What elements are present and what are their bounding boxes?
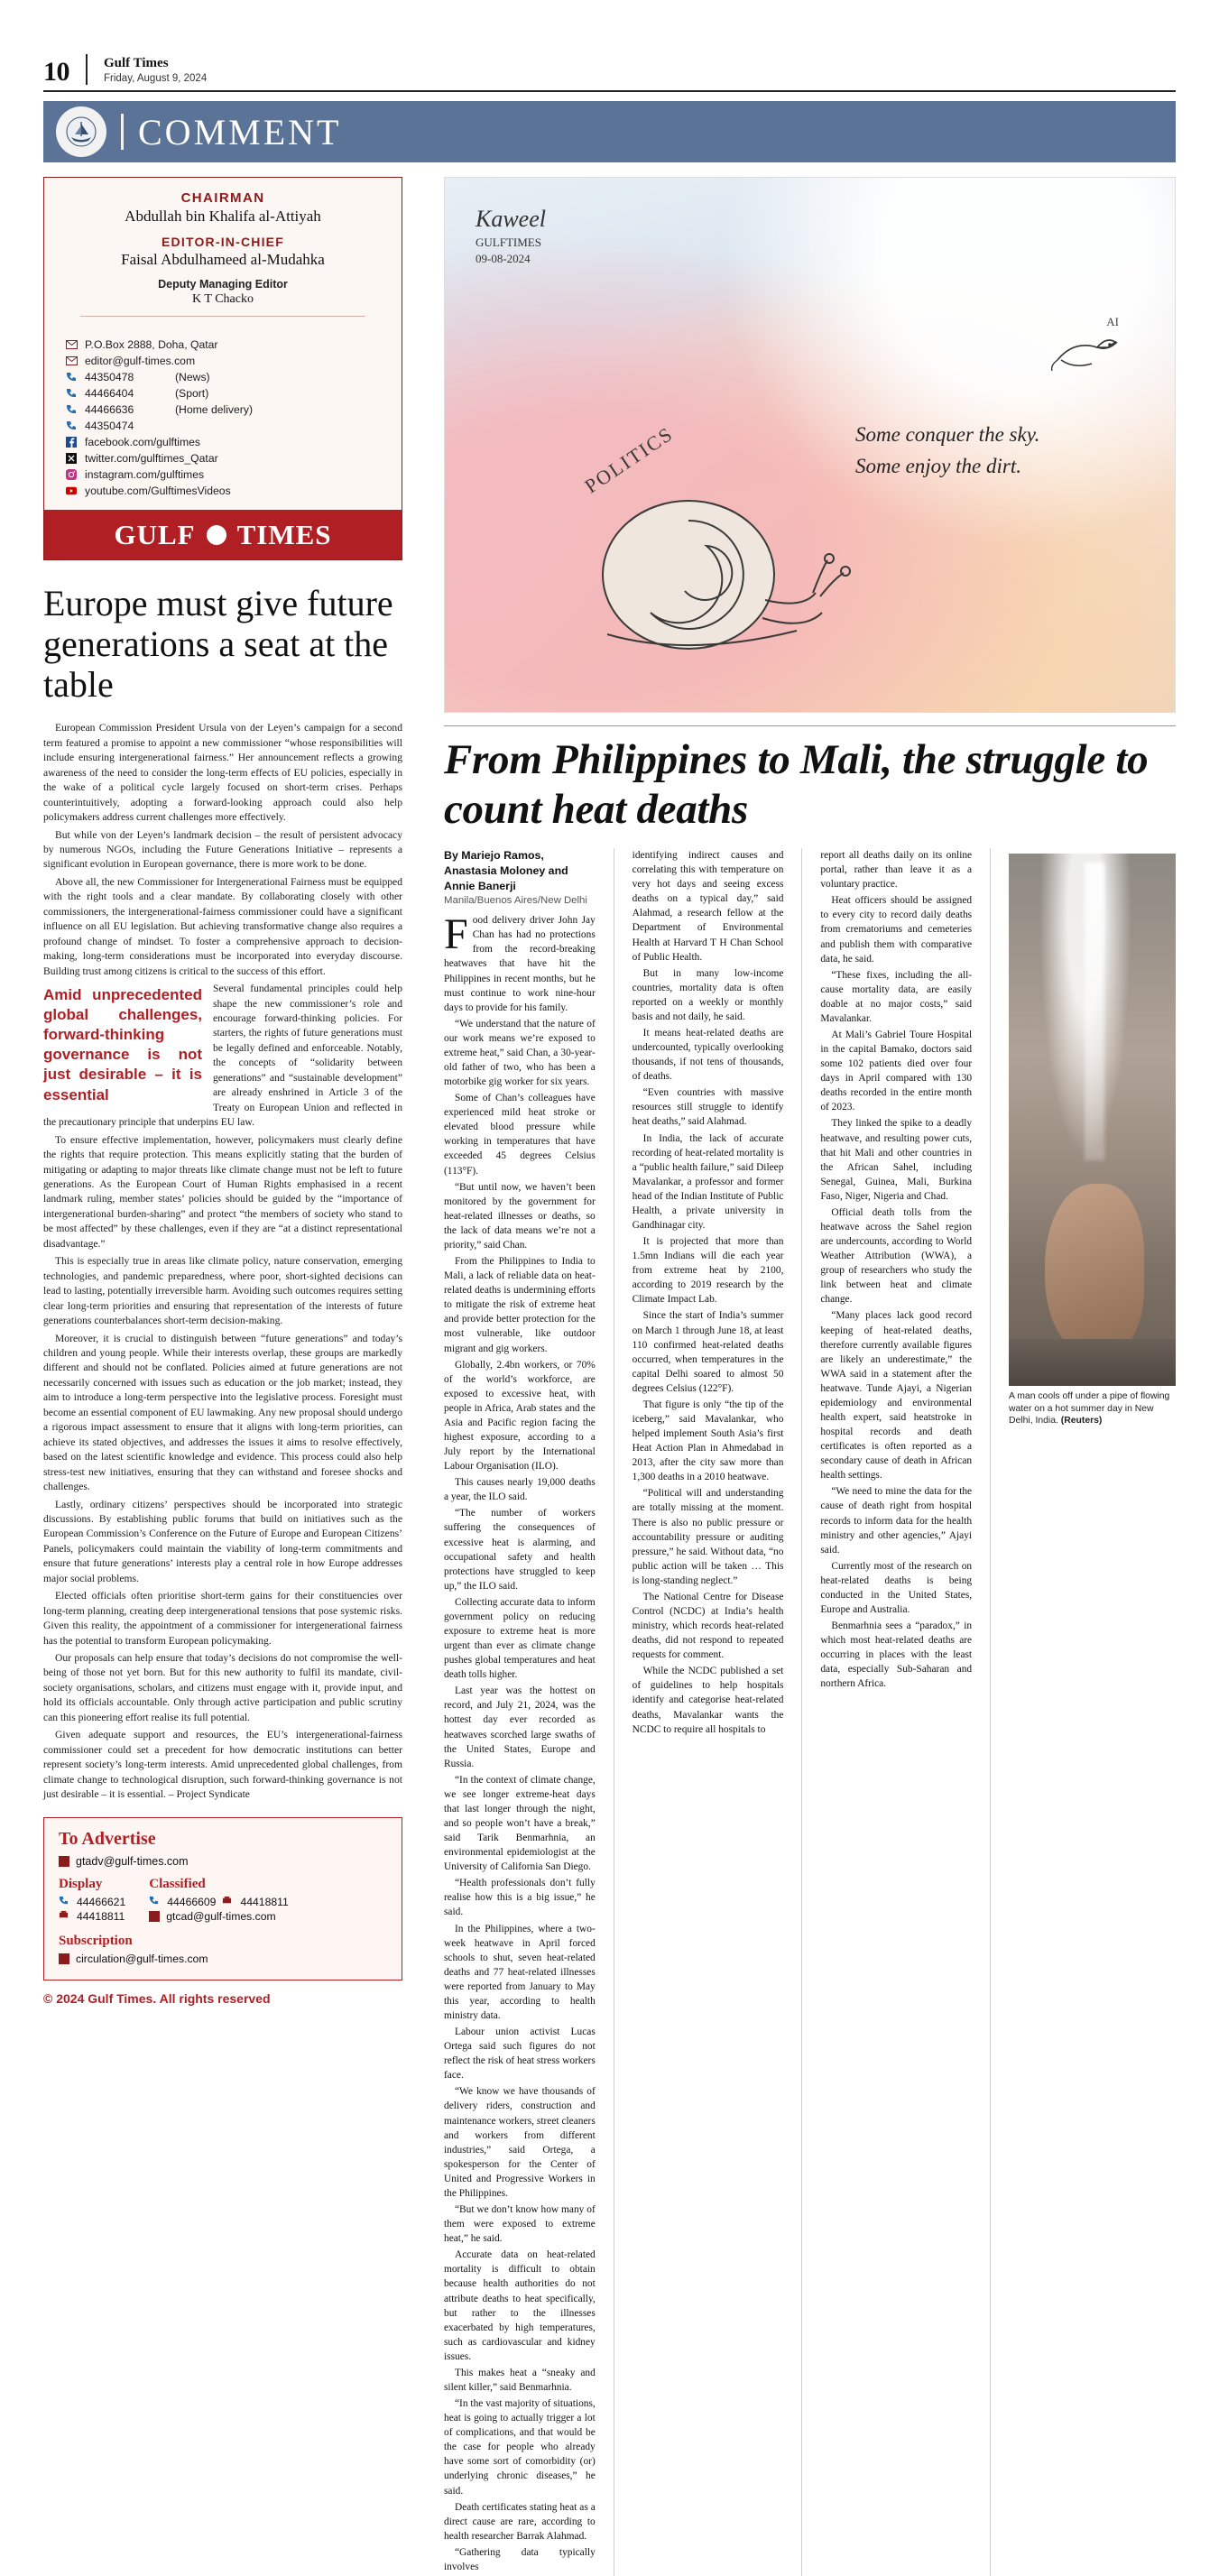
phone-icon xyxy=(149,1896,161,1907)
story-paragraph: “Gathering data typically involves xyxy=(444,2546,596,2572)
bird-icon xyxy=(1039,313,1139,385)
story-paragraph: Death certificates stating heat as a direct cause are rare, according to health researcher Barrak Alahmad. xyxy=(444,2501,596,2542)
story-paragraph: While the NCDC published a set of guidelines to help hospitals identify and categorise heat-related deaths, Mavalankar wants the NCDC to require all hospitals to xyxy=(632,1666,784,1735)
story-paragraph: Benmarhnia sees a “paradox,” in which most heat-related deaths are occurring in places with the least data, especially Sub-Saharan and northern Africa. xyxy=(820,1620,973,1690)
staff-box xyxy=(43,177,402,331)
phone-number: 44350474 xyxy=(85,420,134,432)
photo-person xyxy=(1045,1184,1144,1355)
story-paragraph: In India, the lack of accurate recording of heat-related mortality is a “public health failure,” said Dileep Mavalankar, a professor and former head of the Indian Institute of Public Health, a private university in Gandhinagar city. xyxy=(632,1132,784,1231)
editorial-paragraph: But while von der Leyen’s landmark decision – the result of persistent advocacy by numerous NGOs, including the Future Generations Initiative – represents a significant evolution in European governance, there is more work to be done. xyxy=(43,828,402,871)
story-paragraph: Food delivery driver John Jay Chan has had no protections from the record-breaking heatwaves that have hit the Philippines in recent months, but he must continue to work nine-hour days to provide for his family. xyxy=(444,910,596,1013)
page-masthead xyxy=(43,54,1176,86)
editorial-cartoon xyxy=(444,177,1176,713)
column-rule xyxy=(801,848,802,2576)
story-paragraph: Heat officers should be assigned to every city to record daily deaths from crematoriums and cemeteries and publish them with comparative data, he said. xyxy=(820,895,973,965)
story-paragraph: The National Centre for Disease Control (NCDC) at India’s health ministry, which records heat-related deaths, did not respond to repeated requests for comment. xyxy=(632,1591,784,1661)
story-paragraph: Since the start of India’s summer on March 1 through June 18, at least 110 confirmed heat-related deaths occurred, when temperatures in the capital Delhi soared to almost 50 degrees Celsius (122°F). xyxy=(632,1310,784,1394)
editor-label: EDITOR-IN-CHIEF xyxy=(162,235,284,249)
phone-number: 44350478 xyxy=(85,371,134,383)
story-paragraph: This causes nearly 19,000 deaths a year, the ILO said. xyxy=(444,1477,596,1503)
advertise-title: To Advertise xyxy=(59,1828,156,1849)
header-rule xyxy=(43,90,1176,92)
contact-twitter[interactable] xyxy=(66,452,402,465)
contact-instagram[interactable] xyxy=(66,468,402,481)
story-divider xyxy=(444,725,1176,726)
subscription-email-row[interactable] xyxy=(59,1953,387,1965)
mail-icon xyxy=(149,1911,160,1922)
cartoon-ai-label: AI xyxy=(1106,315,1119,328)
story-headline: From Philippines to Mali, the struggle to count heat deaths xyxy=(444,736,1149,833)
contact-text: instagram.com/gulftimes xyxy=(85,468,205,481)
chairman-name: Abdullah bin Khalifa al-Attiyah xyxy=(125,208,321,225)
cartoon-caption-line2: Some enjoy the dirt. xyxy=(855,454,1021,477)
story-paragraph: Labour union activist Lucas Ortega said such figures do not reflect the risk of heat stress workers face. xyxy=(444,2027,596,2082)
photo-credit: (Reuters) xyxy=(1060,1416,1103,1426)
subscription-email: circulation@gulf-times.com xyxy=(76,1952,208,1965)
phone-icon xyxy=(66,388,78,400)
story-dateline: Manila/Buenos Aires/New Delhi xyxy=(444,895,587,907)
phone-number: 44466404 xyxy=(85,387,134,400)
contact-text: facebook.com/gulftimes xyxy=(85,436,201,448)
chairman-label: CHAIRMAN xyxy=(180,190,265,206)
display-phone: 44466621 xyxy=(77,1895,126,1908)
display-phone-row[interactable] xyxy=(59,1910,125,1923)
story-column-3 xyxy=(820,848,972,2576)
story-paragraph: “We understand that the nature of our work means we’re exposed to extreme heat,” said Chan, a 30-year-old father of two, who has been a motorbike gig worker for six years. xyxy=(444,1018,596,1088)
editorial-paragraph: This is especially true in areas like climate policy, nature conservation, emerging technologies, and pandemic preparedness, where poor, short-sighted decisions can lead to lasting, potentially irreversible harm. Avoiding such outcomes requires setting clear long-term priorities and ensuring that representation of the interests of future generations counterbalances short-term decision-making. xyxy=(43,1255,402,1327)
editorial-paragraph: Given adequate support and resources, the EU’s intergenerational-fairness commissioner could set a precedent for how democratic institutions can better represent society’s long-term interests. Amid unprecedented global challenges, from climate change to technological disruption, such forward-thinking governance is not just desirable – it is essential. – Project Syndicate xyxy=(43,1729,402,1801)
story-paragraph: “We need to mine the data for the cause of death right from hospital records to inform data for the health ministry and other agencies,” Ajayi said. xyxy=(820,1486,973,1556)
contact-youtube[interactable] xyxy=(66,485,402,497)
youtube-icon xyxy=(66,485,78,497)
story-paragraph: “But until now, we haven’t been monitored by the government for heat-related illnesses or deaths, so the lack of data means we’re not a priority,” said Chan. xyxy=(444,1181,596,1251)
editor-name: Faisal Abdulhameed al-Mudahka xyxy=(121,251,325,268)
editorial-headline: Europe must give future generations a seat at the table xyxy=(43,583,393,705)
banner-divider xyxy=(121,114,124,150)
contact-phone-home-delivery[interactable] xyxy=(66,403,402,416)
photo-ground xyxy=(1009,1339,1176,1386)
cartoon-caption-line1: Some conquer the sky. xyxy=(855,423,1040,446)
story-paragraph: report all deaths daily on its online portal, rather than leave it as a voluntary practice. xyxy=(820,850,973,891)
contact-text: P.O.Box 2888, Doha, Qatar xyxy=(85,338,218,351)
story-paragraph: This makes heat a “sneaky and silent killer,” said Benmarhnia. xyxy=(444,2367,596,2393)
story-paragraph: identifying indirect causes and correlating this with temperature on very hot days and seeing excess deaths on a typical day,” said Alahmad, a research fellow at the Department of Environmental Health at Harvard T H Chan School of Public Health. xyxy=(632,850,784,963)
story-paragraph: “We know we have thousands of delivery riders, construction and maintenance workers, street cleaners and workers from different industries,” said Ortega, a spokesperson for the Center of United and Progressive Workers in the Philippines. xyxy=(444,2086,596,2199)
fax-icon xyxy=(222,1896,234,1907)
classified-email-row[interactable] xyxy=(149,1910,289,1923)
phone-icon xyxy=(66,420,78,432)
subscription-label: Subscription xyxy=(59,1933,133,1948)
advertise-box xyxy=(43,1817,402,1980)
story-paragraph: That figure is only “the tip of the iceberg,” said Mavalankar, who helped implement South Asia’s first Heat Action Plan in Ahmedabad in 2013, after the city saw more than 1,300 deaths in a 2010 heatwave. xyxy=(632,1399,784,1483)
story-paragraph: Accurate data on heat-related mortality is difficult to obtain because health authorities do not attribute deaths to heat specifically, but rather to the illnesses exacerbated by high temperatures, such as cardiovascular and kidney issues. xyxy=(444,2249,596,2362)
masthead-divider xyxy=(86,54,88,85)
phone-icon xyxy=(66,372,78,383)
editorial-paragraph: European Commission President Ursula von der Leyen’s campaign for a second term featured a promise to appoint a new commissioner “whose responsibilities will include ensuring intergenerational fairness.” Her announcement reflects a growing awareness of the need to consider the long-term effects of EU policies, especially in the wake of a political cycle largely focused on short-term crises. Perhaps counterintuitively, adopting a forward-looking approach could also help policymakers address current challenges more effectively. xyxy=(43,722,402,824)
editorial-paragraph: Above all, the new Commissioner for Intergenerational Fairness must be equipped with the right tools and a clear mandate. By collaborating closely with other commissioners, the intergenerational-fairness commissioner could have a significant influence on all EU legislation. But achieving transformative change also requires a profound change of mindset. To foster a comprehensive approach to decision-making, long-term considerations must be incorporated into everyday discourse. Building trust among citizens is critical to the success of this effort. xyxy=(43,875,402,977)
logo-globe-icon xyxy=(207,525,226,545)
editorial-paragraph: Our proposals can help ensure that today’s decisions do not compromise the well-being of those not yet born. But for this new authority to fulfil its mandate, civil-society organisations, scholars, and citizens must engage with it, provide input, and hold its officials accountable. Only through active participation and public scrutiny can this pioneering effort realise its full potential. xyxy=(43,1652,402,1723)
photo-caption-text: A man cools off under a pipe of flowing water on a hot summer day in New Delhi, India. xyxy=(1009,1391,1170,1426)
contact-phone-extra[interactable] xyxy=(66,420,402,432)
cartoon-date-mark: 09-08-2024 xyxy=(476,251,531,265)
story-photo-column xyxy=(1009,848,1176,2576)
deputy-label: Deputy Managing Editor xyxy=(158,278,288,291)
advertise-display-block xyxy=(59,1877,125,1925)
contact-phone-news[interactable] xyxy=(66,371,402,383)
story-paragraph: But in many low-income countries, mortality data is often reported on a weekly or monthly basis and not daily, he said. xyxy=(632,967,784,1022)
display-phone: 44418811 xyxy=(77,1909,125,1923)
editorial-paragraph: Several fundamental principles could help shape the new commissioner’s role and encourage forward-thinking policies. For starters, the rights of future generations must be legally defined and enforceable. Notably, the concepts of “solidarity between generations” and “sustainable development” are already enshrined in Article 3 of the Treaty on European Union and reflected in the precautionary principle that underpins EU law. xyxy=(43,983,402,1129)
story-paragraph: They linked the spike to a deadly heatwave, and resulting power cuts, that hit Mali and other countries in the African Sahel, including Senegal, Guinea, Mali, Burkina Faso, Niger, Nigeria and Chad. xyxy=(820,1118,973,1202)
copyright-notice: © 2024 Gulf Times. All rights reserved xyxy=(43,1990,271,2006)
contact-text: youtube.com/GulftimesVideos xyxy=(85,485,231,497)
story-paragraph: “Health professionals don’t fully realise how this is a big issue,” he said. xyxy=(444,1878,596,1918)
page-number: 10 xyxy=(43,57,69,87)
photo-caption xyxy=(1009,1390,1176,1427)
facebook-icon xyxy=(66,437,78,448)
story-column-2 xyxy=(633,848,784,2576)
left-column xyxy=(43,177,402,2006)
story-paragraph: It is projected that more than 1.5mn Indians will die each year from extreme heat by 2100, according to 2019 research by the Climate Impact Lab. xyxy=(632,1236,784,1306)
cartoon-caption xyxy=(855,420,1153,482)
cartoon-paper-mark: GULFTIMES xyxy=(476,235,541,250)
story-paragraph: Collecting accurate data to inform government policy on reducing exposure to extreme heat is more urgent than ever as climate change pushes global temperatures and heat death tolls higher. xyxy=(444,1596,596,1681)
story-paragraph: It means heat-related deaths are undercounted, typically overlooking thousands, if not tens of thousands, of deaths. xyxy=(632,1027,784,1083)
editorial-body xyxy=(43,721,402,1802)
classified-email: gtcad@gulf-times.com xyxy=(166,1909,276,1923)
story-byline: By Mariejo Ramos, Anastasia Moloney and Annie Banerji xyxy=(444,849,568,892)
editorial-paragraph: Moreover, it is crucial to distinguish between “future generations” and today’s children and young people. While their interests overlap, these groups are markedly different and should not be conflated. Policies aimed at future generations are not necessarily concerned with issues such as education or the job market; instead, they aim to introduce a long-term perspective into the legislative process. Foresight must become an essential component of EU lawmaking. Any new proposal should undergo a rigorous impact assessment to ensure that it aligns with long-term priorities, can achieve its stated objectives, and addresses the issues it aims to resolve effectively, based on the latest scientific knowledge and evidence. This process could also help stress-test new initiatives, ensuring that they can withstand and foresee shocks and challenges. xyxy=(43,1332,402,1493)
story-paragraph: Globally, 2.4bn workers, or 70% of the world’s workforce, are exposed to excessive heat, with people in Africa, Arab states and the Asia and Pacific region facing the highest exposure, according to a July report by the International Labour Organisation (ILO). xyxy=(444,1359,596,1473)
gulf-times-logo xyxy=(43,510,402,560)
story-paragraph: “These fixes, including the all-cause mortality data, are easily doable at no major costs,” said Mavalankar. xyxy=(820,969,973,1024)
mail-icon xyxy=(66,355,78,367)
story-photo xyxy=(1009,854,1176,1386)
editorial-pullquote: Amid unprecedented global challenges, forward-thinking governance is not just desirable – it is essential xyxy=(43,986,202,1103)
contact-list xyxy=(43,331,402,510)
editorial-paragraph: Lastly, ordinary citizens’ perspectives should be incorporated into strategic discussions. By establishing public forums that build on initiatives such as the European Commission’s Conference on the Future of Europe and European Citizens’ Panels, policymakers could maintain the viability of long-term commitments and ensure that future generations’ interests play a central role in how Europe addresses major social problems. xyxy=(43,1498,402,1584)
mail-icon xyxy=(66,339,78,351)
paper-name: Gulf Times xyxy=(104,55,169,70)
advertise-email: gtadv@gulf-times.com xyxy=(76,1854,189,1868)
staff-box-divider xyxy=(80,316,365,317)
story-paragraph: Last year was the hottest on record, and July 21, 2024, was the hottest day ever recorded as heatwaves scorched large swaths of the United States, Europe and Russia. xyxy=(444,1685,596,1769)
phone-label: (News) xyxy=(175,371,210,383)
classified-label: Classified xyxy=(149,1876,206,1891)
deputy-name: K T Chacko xyxy=(192,292,254,306)
phone-label: (Sport) xyxy=(175,387,209,400)
classified-fax: 44418811 xyxy=(240,1895,289,1908)
story-body xyxy=(444,848,1176,2576)
story-paragraph: From the Philippines to India to Mali, a lack of reliable data on heat-related deaths is undermining efforts to mitigate the risk of extreme heat and provide better protection for the most vulnerable, like outdoor migrant and gig workers. xyxy=(444,1256,596,1354)
cartoon-artist-mark: Kaweel xyxy=(476,206,546,232)
advertise-classified-block xyxy=(149,1877,289,1925)
section-title: COMMENT xyxy=(138,111,342,152)
story-column-1 xyxy=(444,848,596,2576)
classified-phone-row[interactable] xyxy=(149,1896,289,1908)
contact-facebook[interactable] xyxy=(66,436,402,448)
right-column xyxy=(444,177,1176,2576)
advertise-email-row[interactable] xyxy=(59,1855,387,1868)
story-paragraph: “Even countries with massive resources still struggle to identify heat deaths,” said Alahmad. xyxy=(632,1087,784,1128)
logo-text-right: TIMES xyxy=(236,518,332,550)
fax-icon xyxy=(59,1910,70,1922)
story-paragraph: “In the context of climate change, we see longer extreme-heat days that last longer through the night, and so people won’t have a break,” said Tarik Benmarhnia, an environmental epidemiologist at the University of California San Diego. xyxy=(444,1774,596,1873)
logo-text-left: GULF xyxy=(114,518,196,550)
story-paragraph: Official death tolls from the heatwave across the Sahel region are undercounts, according to World Weather Attribution (WWA), a group of researchers who study the link between heat and climate change. xyxy=(820,1206,973,1306)
cartoon-signature xyxy=(476,203,546,266)
contact-address xyxy=(66,338,402,351)
display-label: Display xyxy=(59,1876,103,1891)
mail-icon xyxy=(59,1856,69,1867)
story-paragraph: “But we don’t know how many of them were exposed to extreme heat,” he said. xyxy=(444,2204,596,2245)
cartoon-politics-label: POLITICS xyxy=(580,421,678,498)
issue-date: Friday, August 9, 2024 xyxy=(104,72,208,84)
contact-text: editor@gulf-times.com xyxy=(85,355,196,367)
phone-number: 44466636 xyxy=(85,403,134,416)
story-paragraph: In the Philippines, where a two-week heatwave in April forced schools to shut, seven heat-related deaths and 77 heat-related illnesses were reported from January to May this year, according to health ministry data. xyxy=(444,1923,596,2022)
classified-phone: 44466609 xyxy=(167,1895,217,1908)
column-rule xyxy=(990,848,991,2576)
contact-email[interactable] xyxy=(66,355,402,367)
photo-water-stream xyxy=(1085,863,1104,1160)
contact-phone-sport[interactable] xyxy=(66,387,402,400)
story-paragraph: Some of Chan’s colleagues have experienced mild heat stroke or elevated blood pressure while working in temperatures that have exceeded 45 degrees Celsius (113°F). xyxy=(444,1093,596,1177)
editorial-paragraph: To ensure effective implementation, however, policymakers must clearly define the rights that require protection. This means explicitly stating that the burden of mitigating or adapting to major threats like climate change must not be left to future generations. As the European Court of Human Rights emphasised in a recent landmark ruling, member states’ policies should be guided by the “importance of intergenerational burden-sharing” and protect “the members of society who stand to be most affected” by these challenges, even if they are “at a distinct representational disadvantage.” xyxy=(43,1133,402,1250)
mail-icon xyxy=(59,1953,69,1964)
editorial-paragraph: Elected officials often prioritise short-term gains for their constituencies over long-term planning, creating deep intergenerational tensions that pose systemic risks. Given this reality, the appointment of a commissioner for intergenerational fairness has the potential to transform European policymaking. xyxy=(43,1590,402,1647)
contact-text: twitter.com/gulftimes_Qatar xyxy=(85,452,218,465)
gulf-times-seal-icon xyxy=(56,106,106,157)
story-paragraph: Currently most of the research on heat-related deaths is being conducted in the United States, Europe and Australia. xyxy=(820,1560,973,1616)
x-twitter-icon xyxy=(66,453,78,465)
story-paragraph: “The number of workers suffering the consequences of excessive heat is alarming, and occupational safety and health protections have struggled to keep up,” the ILO said. xyxy=(444,1508,596,1592)
phone-label: (Home delivery) xyxy=(175,403,254,416)
display-phone-row[interactable] xyxy=(59,1896,125,1908)
phone-icon xyxy=(59,1896,70,1907)
section-banner xyxy=(43,101,1176,162)
story-paragraph: “Many places lack good record keeping of heat-related deaths, therefore currently available figures are likely an underestimate,” the WWA said in a statement after the heatwave. Tunde Ajayi, a Nigerian epidemiology and environmental health expert, said heatstroke in hospital records and death certificates is often reported as a secondary cause of death in African health settings. xyxy=(820,1310,973,1482)
story-paragraph: “In the vast majority of situations, heat is going to actually trigger a lot of complications, and that would be the case for people who already have some sort of comorbidity (or) underlying chronic diseases,” he said. xyxy=(444,2398,596,2497)
instagram-icon xyxy=(66,469,78,481)
phone-icon xyxy=(66,404,78,416)
story-paragraph: At Mali’s Gabriel Toure Hospital in the capital Bamako, doctors said some 102 patients died over four days in April compared with 130 deaths recorded in the entire month of 2023. xyxy=(820,1029,973,1113)
story-paragraph: “Political will and understanding are totally missing at the moment. There is also no public pressure or accountability pressure or auditing pressure,” he said. Without data, “no public action will be taken … This is long-standing neglect.” xyxy=(632,1488,784,1586)
